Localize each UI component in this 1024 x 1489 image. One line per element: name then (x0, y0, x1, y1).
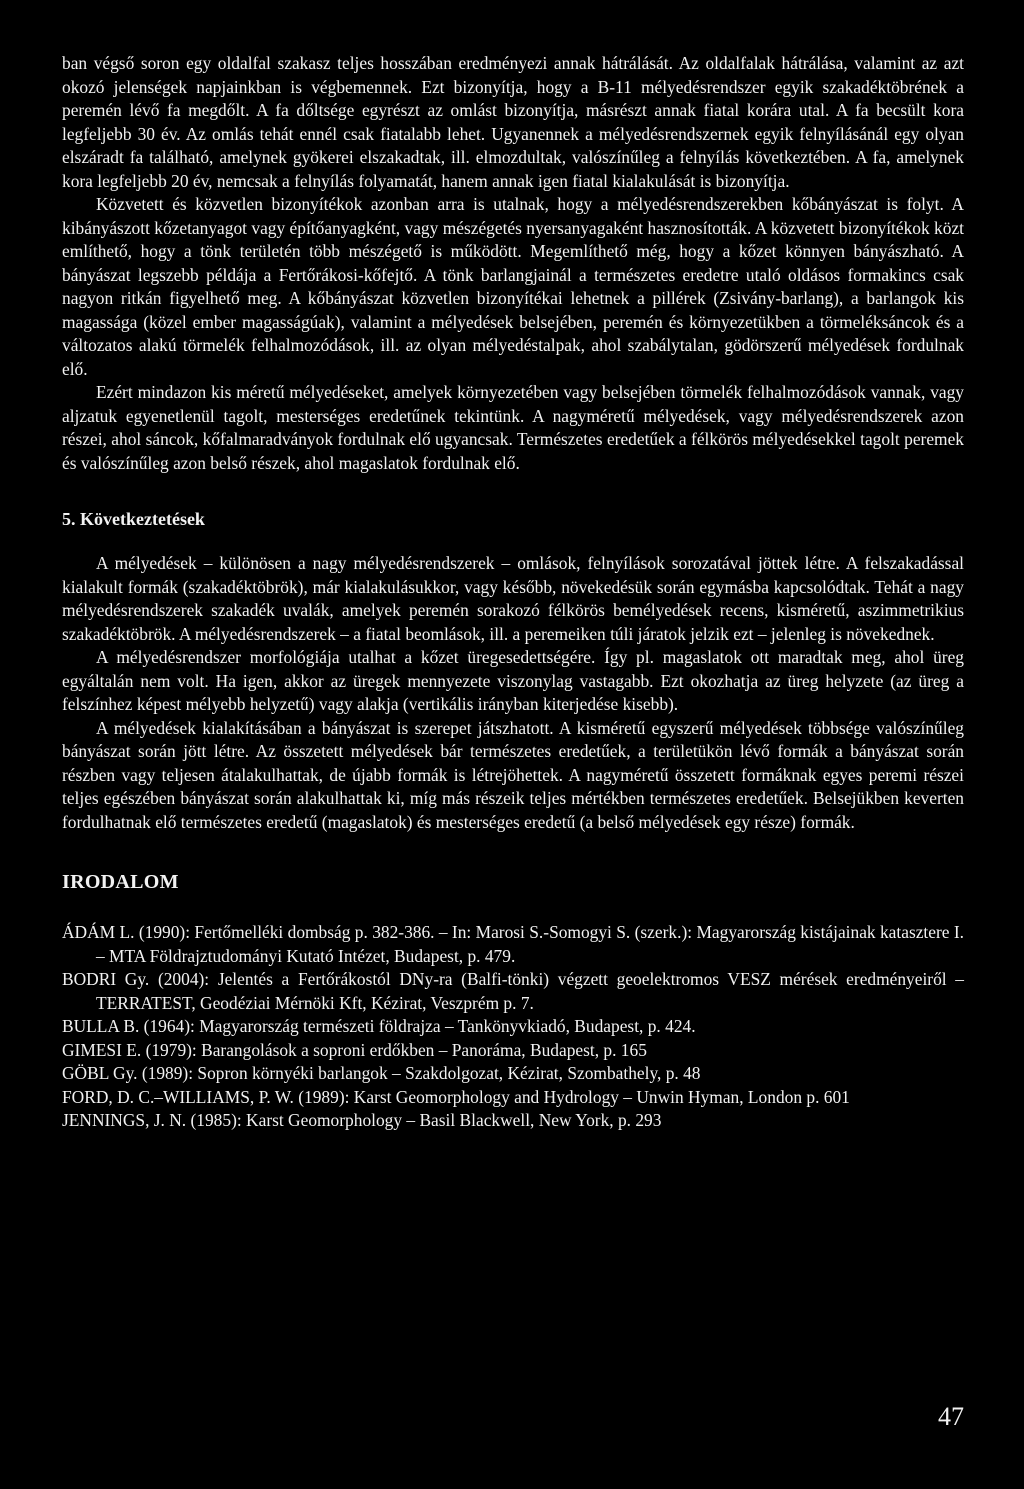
reference-item: GÖBL Gy. (1989): Sopron környéki barlangok – Szakdolgozat, Kézirat, Szombathely, p. 48 (62, 1063, 701, 1083)
reference-item: JENNINGS, J. N. (1985): Karst Geomorphology – Basil Blackwell, New York, p. 293 (62, 1110, 662, 1130)
body-paragraph: A mélyedések – különösen a nagy mélyedésrendszerek – omlások, felnyílások sorozatával jöttek létre. A felszakadással kialakult formák (szakadéktöbrök), már kialakulásukkor, vagy később, növekedésük során egymásba kapcsolódtak. Tehát a nagy mélyedésrendszerek szakadék uvalák, amelyek peremén sorakozó félkörös bemélyedések recens, kisméretű, aszimmetrikius szakadéktöbrök. A mélyedésrendszerek – a fiatal beomlások, ill. a peremeiken túli járatok jelzik ezt – jelenleg is növekednek. (62, 553, 964, 644)
reference-item: GIMESI E. (1979): Barangolások a soproni erdőkben – Panoráma, Budapest, p. 165 (62, 1039, 647, 1060)
references-heading: IRODALOM (62, 871, 179, 893)
page-body (62, 52, 964, 1133)
reference-item: BODRI Gy. (2004): Jelentés a Fertőrákostól DNy-ra (Balfi-tönki) végzett geoelektromos VESZ mérések eredményeiről – TERRATEST, Geodéziai Mérnöki Kft, Kézirat, Veszprém p. 7. (62, 969, 964, 1013)
body-paragraph: ban végső soron egy oldalfal szakasz teljes hosszában eredményezi annak hátrálását. Az oldalfalak hátrálása, valamint az azt okozó jelenségek napjainkban is végbemennek. Ezt bizonyítja, hogy a B-11 mélyedésrendszer egyik szakadéktöbrének a peremén lévő fa megdőlt. A fa dőltsége egyrészt az omlást bizonyítja, másrészt annak fiatal korára utal. A fa becsült kora legfeljebb 30 év. Az omlás tehát ennél csak fiatalabb lehet. Ugyanennek a mélyedésrendszernek egyik felnyílásánál egy olyan elszáradt fa található, amelynek gyökerei elszakadtak, ill. elmozdultak, valószínűleg a felnyílás következtében. A fa, amelynek kora legfeljebb 20 év, nemcsak a felnyílás folyamatát, hanem annak igen fiatal kialakulását is bizonyítja. (62, 53, 964, 191)
reference-item: BULLA B. (1964): Magyarország természeti földrajza – Tankönyvkiadó, Budapest, p. 424. (62, 1016, 696, 1036)
section-heading: 5. Következtetések (62, 509, 205, 529)
body-paragraph: Ezért mindazon kis méretű mélyedéseket, amelyek környezetében vagy belsejében törmelék felhalmozódások vannak, vagy aljzatuk egyenetlenül tagolt, mesterséges eredetűnek tekintünk. A nagyméretű mélyedések, vagy mélyedésrendszerek azon részei, ahol sáncok, kőfalmaradványok fordulnak elő ugyancsak. Természetes eredetűek a félkörös mélyedésekkel tagolt peremek és valószínűleg azon belső részek, ahol magaslatok fordulnak elő. (62, 382, 964, 473)
reference-item: ÁDÁM L. (1990): Fertőmelléki dombság p. 382-386. – In: Marosi S.-Somogyi S. (szerk.): Magyarország kistájainak katasztere I. – MTA Földrajztudományi Kutató Intézet, Budapest, p. 479. (62, 922, 964, 966)
reference-item: FORD, D. C.–WILLIAMS, P. W. (1989): Karst Geomorphology and Hydrology – Unwin Hyman, London p. 601 (62, 1086, 850, 1107)
body-paragraph: Közvetett és közvetlen bizonyítékok azonban arra is utalnak, hogy a mélyedésrendszerekben kőbányászat is folyt. A kibányászott kőzetanyagot vagy építőanyagként, vagy mészégetés nyersanyagaként hasznosították. A közvetett bizonyítékok közt említhető, hogy a tönk területén több mészégető is működött. Megemlíthető még, hogy a kőzet könnyen bányászható. A bányászat legszebb példája a Fertőrákosi-kőfejtő. A tönk barlangjainál a természetes eredetre utaló oldásos formakincs csak nagyon ritkán figyelhető meg. A kőbányászat közvetlen bizonyítékai lehetnek a pillérek (Zsivány-barlang), a barlangok kis magassága (közel ember magasságúak), valamint a mélyedések belsejében, peremén és környezetükben a törmeléksáncok és a változatos alakú törmelék felhalmozódások, ill. az olyan mélyedéstalpak, ahol szabálytalan, gödörszerű mélyedések fordulnak elő. (62, 194, 964, 379)
body-paragraph: A mélyedésrendszer morfológiája utalhat a kőzet üregesedettségére. Így pl. magaslatok ott maradtak meg, ahol üreg egyáltalán nem volt. Ha igen, akkor az üregek mennyezete viszonylag vastagabb. Ezt okozhatja az üreg helyzete (az üreg a felszínhez képest mélyebb helyzetű) vagy alakja (vertikális irányban kiterjedése kisebb). (62, 647, 964, 714)
reference-list (62, 921, 964, 1133)
body-paragraph: A mélyedések kialakításában a bányászat is szerepet játszhatott. A kisméretű egyszerű mélyedések többsége valószínűleg bányászat során jött létre. Az összetett mélyedések bár természetes eredetűek, a területükön lévő formák a bányászat során részben vagy teljesen átalakulhattak, de újabb formák is létrejöhettek. A nagyméretű összetett formáknak egyes peremi részei teljes egészében bányászat során alakulhattak ki, míg más részeik teljes mértékben természetes eredetűek. Belsejükben keverten fordulhatnak elő természetes eredetű (magaslatok) és mesterséges eredetű (a belső mélyedések egy része) formák. (62, 717, 964, 832)
page-number: 47 (938, 1402, 964, 1431)
